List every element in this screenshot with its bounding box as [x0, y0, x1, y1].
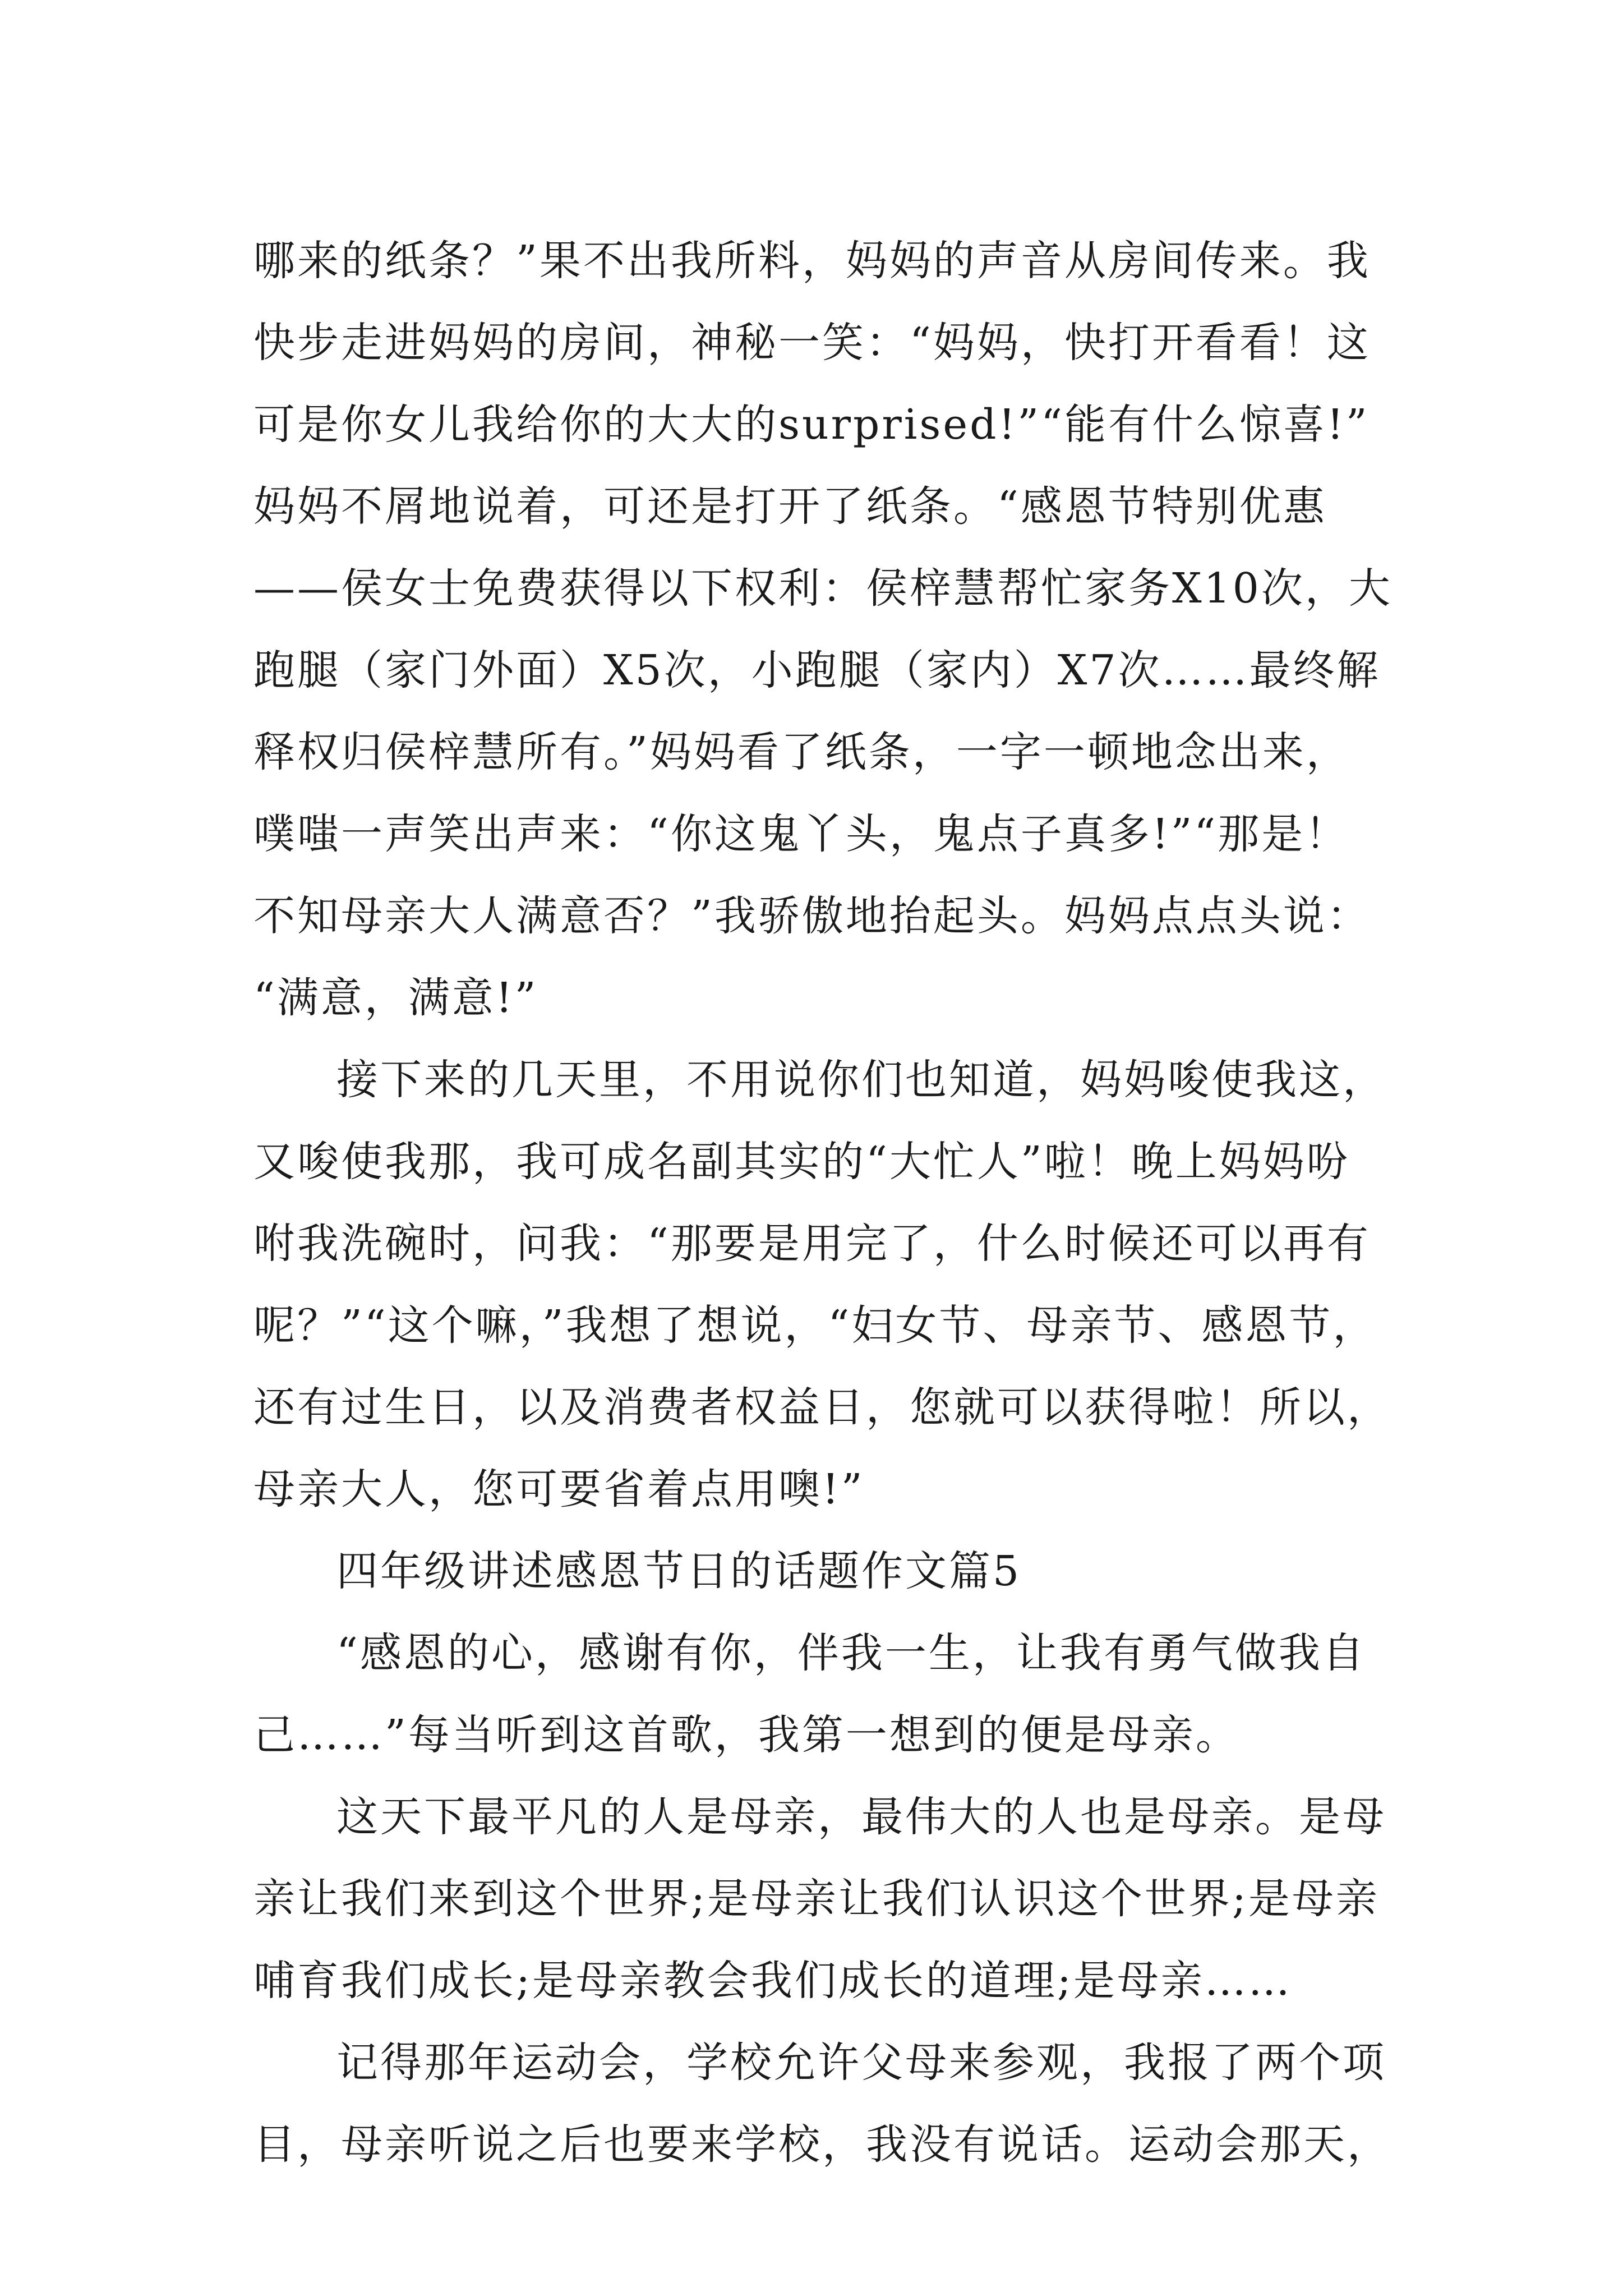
- text-line: 不知母亲大人满意否？”我骄傲地抬起头。妈妈点点头说：: [253, 892, 1371, 940]
- text-line: 亲让我们来到这个世界;是母亲让我们认识这个世界;是母亲: [253, 1875, 1380, 1923]
- paragraph-start-line: 记得那年运动会，学校允许父母来参观，我报了两个项: [336, 2039, 1386, 2087]
- paragraph-start-line: 这天下最平凡的人是母亲，最伟大的人也是母亲。是母: [336, 1793, 1386, 1841]
- paragraph-start-line: “感恩的心，感谢有你，伴我一生，让我有勇气做我自: [336, 1629, 1366, 1677]
- section-heading: 四年级讲述感恩节日的话题作文篇5: [336, 1547, 1022, 1595]
- text-line: 母亲大人，您可要省着点用噢!”: [253, 1465, 865, 1513]
- text-line: 可是你女儿我给你的大大的surprised!”“能有什么惊喜!”: [253, 401, 1370, 449]
- text-line: 快步走进妈妈的房间，神秘一笑：“妈妈，快打开看看！这: [253, 319, 1371, 367]
- text-line: 呢？”“这个嘛，”我想了想说，“妇女节、母亲节、感恩节，: [253, 1301, 1377, 1350]
- text-line: ——侯女士免费获得以下权利：侯梓慧帮忙家务X10次，大: [253, 564, 1393, 613]
- text-line: 噗嗤一声笑出声来：“你这鬼丫头，鬼点子真多!”“那是！: [253, 810, 1349, 858]
- text-line: 妈妈不屑地说着，可还是打开了纸条。“感恩节特别优惠: [253, 482, 1327, 531]
- text-line: 释权归侯梓慧所有。”妈妈看了纸条，一字一顿地念出来，: [253, 728, 1350, 776]
- paragraph-start-line: 接下来的几天里，不用说你们也知道，妈妈唆使我这，: [336, 1056, 1386, 1104]
- text-line: 哪来的纸条？”果不出我所料，妈妈的声音从房间传来。我: [253, 237, 1371, 285]
- body-text: [253, 220, 1403, 2185]
- text-line: 目，母亲听说之后也要来学校，我没有说话。运动会那天，: [253, 2120, 1391, 2169]
- text-line: 哺育我们成长;是母亲教会我们成长的道理;是母亲……: [253, 1957, 1292, 2005]
- text-line: 又唆使我那，我可成名副其实的“大忙人”啦！晚上妈妈吩: [253, 1138, 1350, 1186]
- text-line: 己……”每当听到这首歌，我第一想到的便是母亲。: [253, 1711, 1239, 1759]
- text-line: 还有过生日，以及消费者权益日，您就可以获得啦！所以，: [253, 1383, 1391, 1432]
- text-line: 咐我洗碗时，问我：“那要是用完了，什么时候还可以再有: [253, 1220, 1371, 1268]
- text-line: 跑腿（家门外面）X5次，小跑腿（家内）X7次……最终解: [253, 646, 1381, 694]
- text-line: “满意，满意!”: [253, 974, 538, 1022]
